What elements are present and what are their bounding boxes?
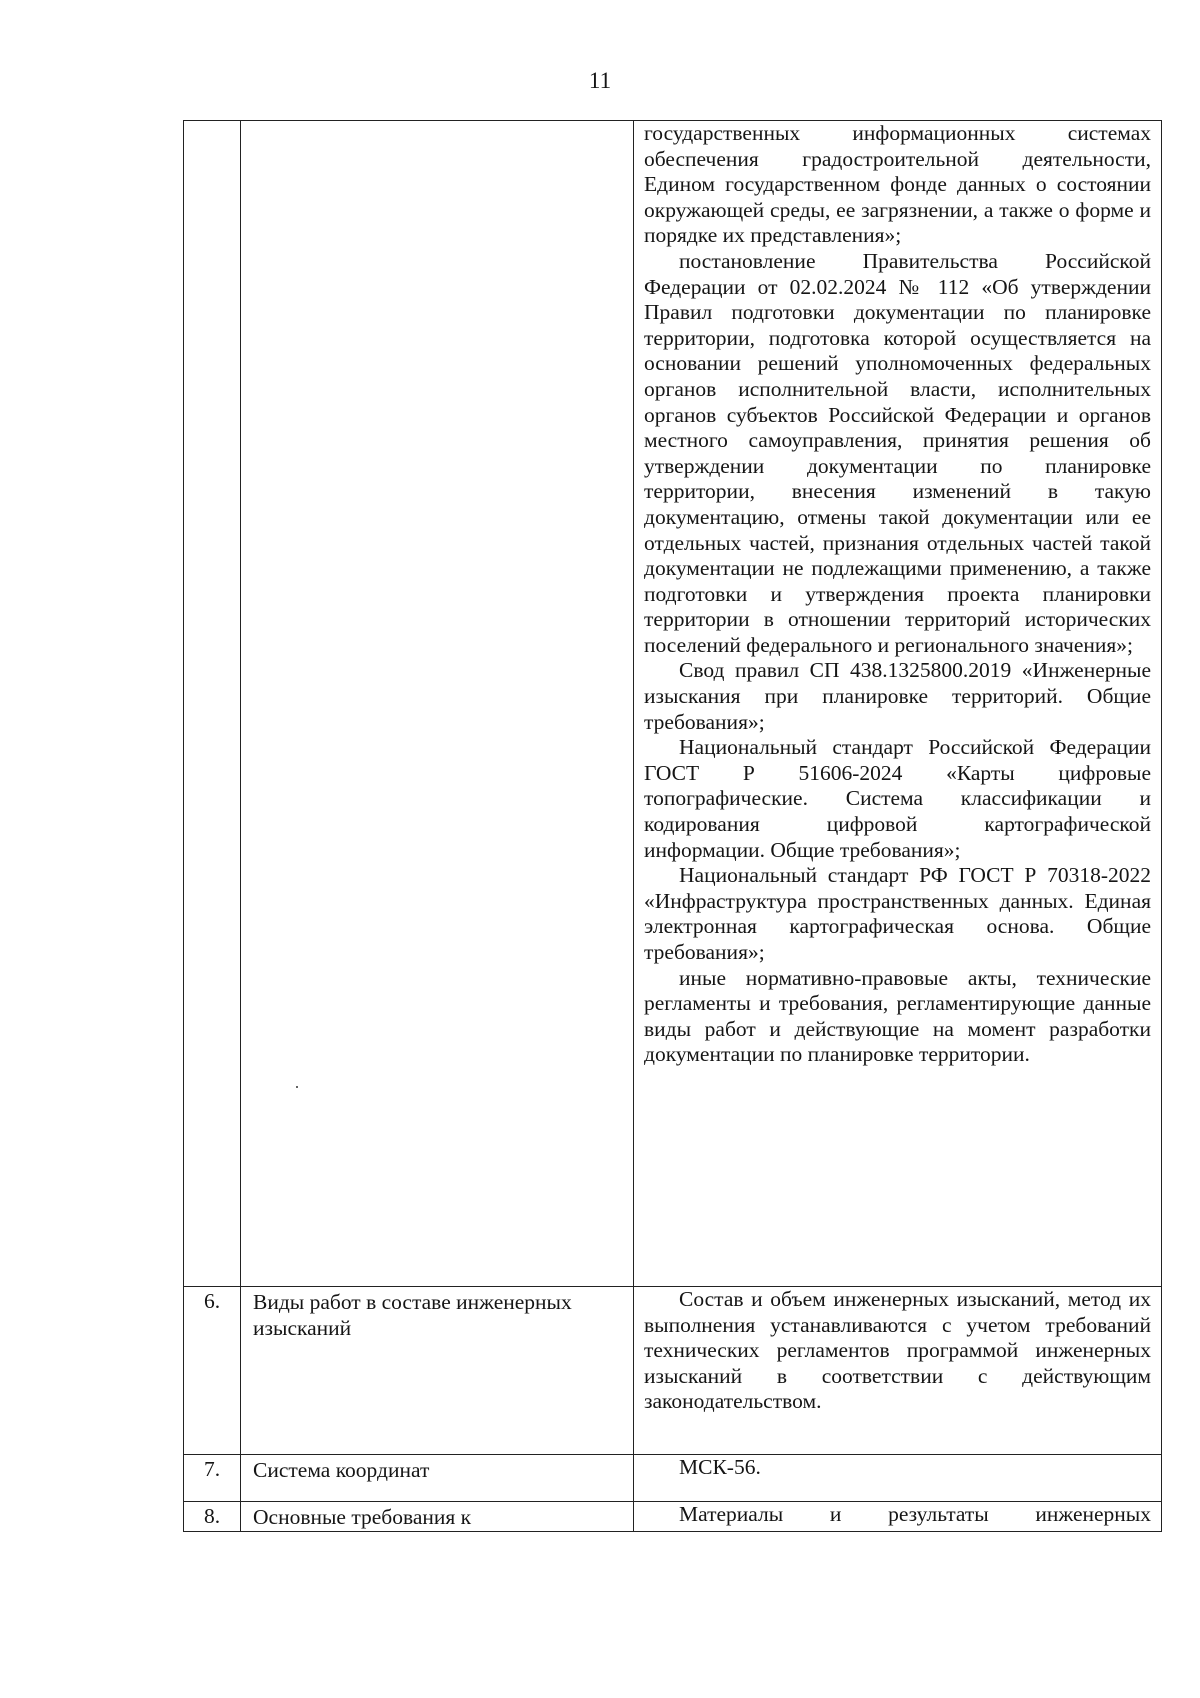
row-name: Основные требования к <box>241 1502 634 1532</box>
normative-paragraph: государственных информационных системах обеспечения градостроительной деятельности, Едином государственном фонде данных о состоянии окружающей среды, ее загрязнении, а также о форме и порядке их представления»; <box>644 121 1151 248</box>
row-description-cell <box>634 1287 1162 1455</box>
page-number: 11 <box>588 68 612 93</box>
row-description: Состав и объем инженерных изысканий, метод их выполнения устанавливаются с учетом требований технических регламентов программой инженерных изысканий в соответствии с действующим законодательством. <box>644 1287 1151 1414</box>
row-description-cell <box>634 121 1162 1287</box>
normative-paragraph: иные нормативно-правовые акты, технические регламенты и требования, регламентирующие данные виды работ и действующие на момент разработки документации по планировке территории. <box>644 965 1151 1067</box>
row-name-cell <box>241 121 634 1287</box>
row-number: 6. <box>184 1287 241 1455</box>
row-description: Материалы и результаты инженерных <box>679 1502 1151 1526</box>
row-number: 8. <box>184 1502 241 1532</box>
row-description: МСК-56. <box>679 1455 761 1479</box>
row-name: Система координат <box>241 1455 634 1502</box>
row-number-cell <box>184 121 241 1287</box>
row-number: 7. <box>184 1455 241 1502</box>
table-row-continuation <box>184 121 1162 1287</box>
table-row <box>184 1455 1162 1502</box>
normative-paragraph: постановление Правительства Российской Федерации от 02.02.2024 № 112 «Об утверждении Правил подготовки документации по планировке территории, подготовка которой осуществляется на основании решений уполномоченных федеральных органов исполнительной власти, исполнительных органов субъектов Российской Федерации и органов местного самоуправления, принятия решения об утверждении документации по планировке территории, внесения изменений в такую документацию, отмены такой документации или ее отдельных частей, признания отдельных частей такой документации не подлежащими применению, а также подготовки и утверждения проекта планировки территории в отношении территорий исторических поселений федерального и регионального значения»; <box>644 248 1151 657</box>
requirements-table <box>183 120 1162 1532</box>
table-row <box>184 1287 1162 1455</box>
row-name: Виды работ в составе инженерных изысканий <box>241 1287 634 1455</box>
row-description-cell <box>634 1502 1162 1532</box>
normative-paragraph: Национальный стандарт РФ ГОСТ Р 70318-2022 «Инфраструктура пространственных данных. Единая электронная картографическая основа. Общие требования»; <box>644 863 1151 964</box>
scan-speck <box>296 1086 298 1088</box>
normative-paragraph: Свод правил СП 438.1325800.2019 «Инженерные изыскания при планировке территорий. Общие требования»; <box>644 658 1151 734</box>
row-description-cell <box>634 1455 1162 1502</box>
normative-paragraph: Национальный стандарт Российской Федерации ГОСТ Р 51606-2024 «Карты цифровые топографические. Система классификации и кодирования цифровой картографической информации. Общие требования»; <box>644 735 1151 862</box>
table-row <box>184 1502 1162 1532</box>
